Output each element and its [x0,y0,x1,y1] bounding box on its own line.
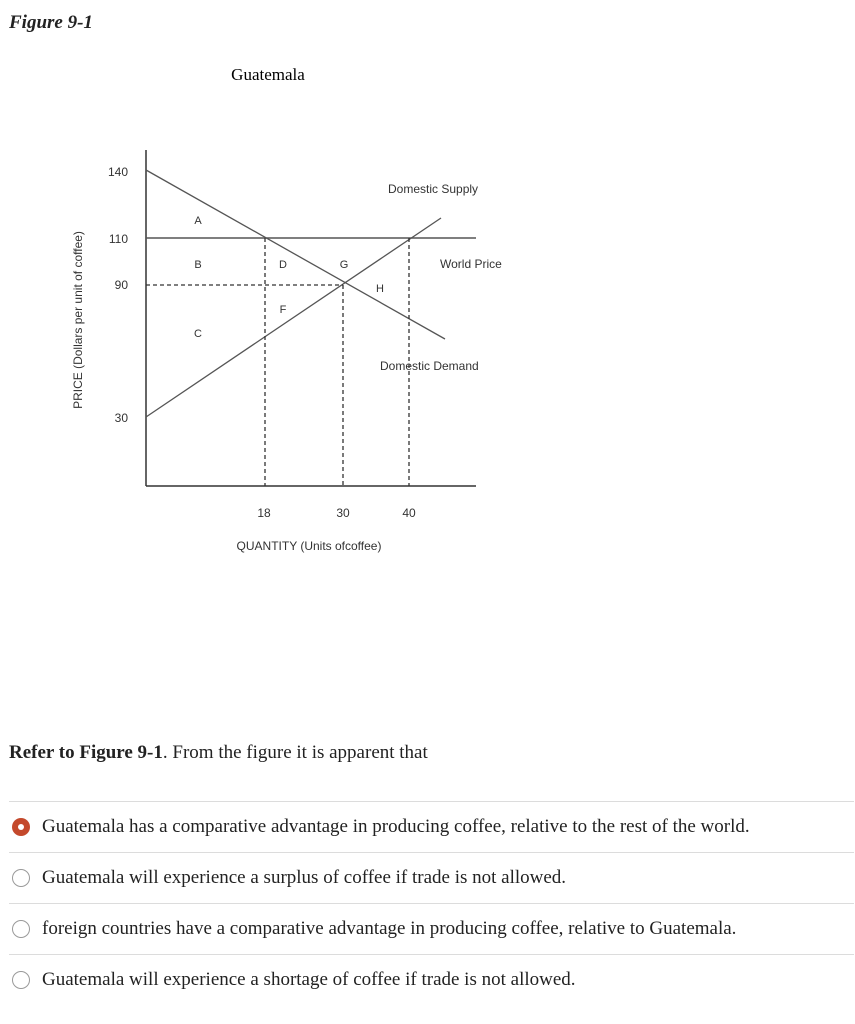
radio-button[interactable] [12,971,30,989]
area-label-a: A [194,215,202,227]
x-axis-label: QUANTITY (Units ofcoffee) [236,539,382,553]
y-axis-label: PRICE (Dollars per unit of coffee) [71,231,85,409]
answer-option-text: foreign countries have a comparative advantage in producing coffee, relative to Guatemala. [42,918,737,939]
x-tick-label: 40 [402,506,416,520]
answer-options [9,801,854,1005]
x-tick-label: 30 [336,506,350,520]
radio-button[interactable] [12,818,30,836]
answer-option-text: Guatemala has a comparative advantage in producing coffee, relative to the rest of the world. [42,816,750,837]
domestic-demand-label: Domestic Demand [380,359,479,373]
question-body: . From the figure it is apparent that [162,742,428,763]
world-price-label: World Price [440,257,502,271]
area-label-b: B [194,259,202,271]
y-tick-label: 140 [107,165,128,179]
radio-button[interactable] [12,920,30,938]
answer-option-1[interactable] [9,801,854,852]
answer-option-2[interactable] [9,852,854,903]
y-tick-label: 90 [114,278,128,292]
area-label-g: G [339,259,349,271]
question-text [9,742,428,764]
answer-option-3[interactable] [9,903,854,954]
figure-reference: Refer to Figure 9-1 [9,742,163,763]
y-tick-label: 110 [108,232,128,246]
domestic-supply-label: Domestic Supply [388,182,479,196]
figure-title: Figure 9-1 [9,12,93,33]
radio-button[interactable] [12,869,30,887]
area-label-h: H [376,283,384,295]
chart-title: Guatemala [231,65,305,84]
area-label-c: C [194,328,202,340]
answer-option-text: Guatemala will experience a shortage of coffee if trade is not allowed. [42,969,576,990]
answer-option-4[interactable] [9,954,854,1005]
area-label-f: F [279,304,287,316]
x-tick-label: 18 [257,506,271,520]
y-tick-label: 30 [114,411,128,425]
domestic-supply-line [146,218,441,417]
area-label-d: D [279,259,287,271]
answer-option-text: Guatemala will experience a surplus of coffee if trade is not allowed. [42,867,567,888]
supply-demand-chart [0,55,560,565]
